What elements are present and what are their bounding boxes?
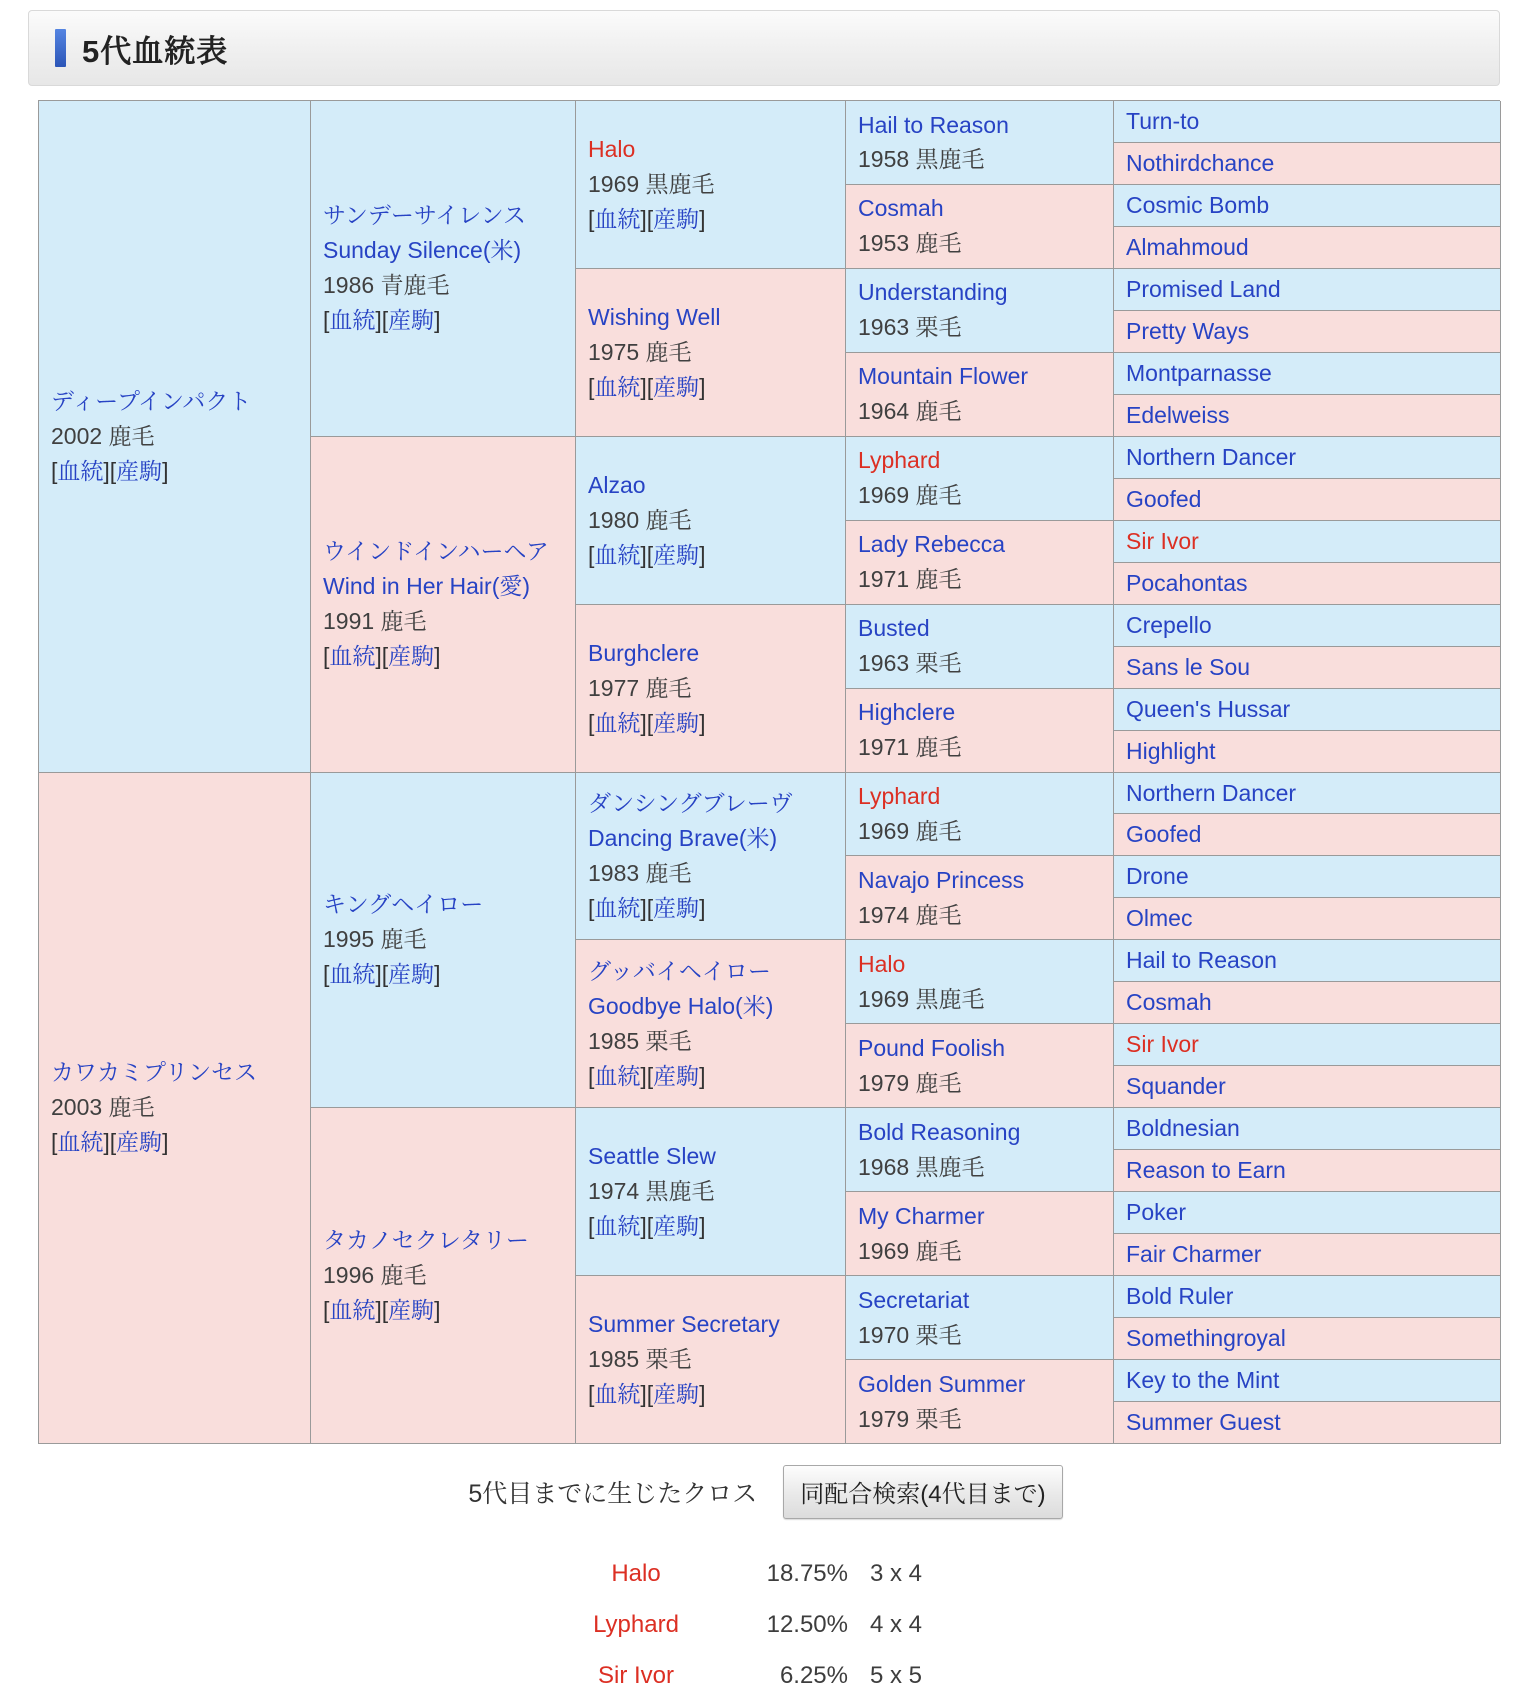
horse-year-coat: 1995 鹿毛 bbox=[323, 926, 427, 953]
horse-name-link[interactable]: Cosmic Bomb bbox=[1126, 191, 1270, 218]
pedigree-cell-gen5-12 bbox=[1114, 563, 1501, 605]
horse-name-link[interactable]: Lyphard bbox=[858, 447, 941, 474]
horse-name-link[interactable]: Northern Dancer bbox=[1126, 443, 1297, 470]
horse-name-link[interactable]: Highlight bbox=[1126, 737, 1216, 764]
pedigree-cell-gen5-8 bbox=[1114, 395, 1501, 437]
horse-name-link[interactable]: Cosmah bbox=[858, 195, 944, 222]
cross-horse-name: Sir Ivor bbox=[597, 1661, 674, 1689]
horse-year-coat: 1963 栗毛 bbox=[858, 314, 962, 341]
horse-year-coat: 1983 鹿毛 bbox=[588, 859, 692, 886]
horse-year-coat: 1971 鹿毛 bbox=[858, 566, 962, 593]
pedigree-cell-gen3-7 bbox=[576, 1108, 846, 1276]
pedigree-table bbox=[38, 100, 1500, 1444]
horse-year-coat: 2002 鹿毛 bbox=[51, 422, 155, 449]
horse-name-link[interactable]: Sir Ivor bbox=[1126, 1031, 1199, 1058]
horse-year-coat: 1975 鹿毛 bbox=[588, 338, 692, 365]
pedigree-cell-gen5-26 bbox=[1114, 1150, 1501, 1192]
horse-name-link[interactable]: Squander bbox=[1126, 1073, 1226, 1100]
horse-name-link[interactable]: Nothirdchance bbox=[1126, 149, 1275, 176]
horse-links: [血統][産駒] bbox=[588, 373, 706, 400]
cross-horse-name: Halo bbox=[611, 1559, 661, 1587]
horse-year-coat: 1964 鹿毛 bbox=[858, 398, 962, 425]
cross-percent: 18.75% bbox=[766, 1559, 848, 1587]
horse-name-link[interactable]: Pretty Ways bbox=[1126, 317, 1250, 344]
horse-name-link[interactable]: サンデーサイレンス bbox=[323, 202, 526, 229]
horse-name-link[interactable]: Poker bbox=[1126, 1199, 1187, 1226]
pedigree-cell-gen2-2 bbox=[311, 437, 576, 773]
horse-name-link[interactable]: Busted bbox=[858, 615, 930, 642]
horse-name-link[interactable]: Bold Reasoning bbox=[858, 1118, 1021, 1145]
offspring-link[interactable]: 産駒 bbox=[653, 894, 700, 921]
horse-name-link[interactable]: Olmec bbox=[1126, 905, 1193, 932]
pedigree-cell-gen4-8 bbox=[846, 689, 1114, 773]
pedigree-cell-gen5-16 bbox=[1114, 731, 1501, 773]
offspring-link[interactable]: 産駒 bbox=[116, 457, 163, 484]
horse-name-link[interactable]: Boldnesian bbox=[1126, 1115, 1240, 1142]
offspring-link[interactable]: 産駒 bbox=[388, 961, 435, 988]
pedigree-cell-gen4-4 bbox=[846, 353, 1114, 437]
pedigree-link[interactable]: 血統 bbox=[329, 643, 376, 670]
pedigree-link[interactable]: 血統 bbox=[594, 709, 641, 736]
pedigree-cell-gen5-29 bbox=[1114, 1276, 1501, 1318]
horse-name-link[interactable]: Summer Guest bbox=[1126, 1409, 1281, 1436]
pedigree-cell-gen5-11 bbox=[1114, 521, 1501, 563]
horse-name-link[interactable]: Sans le Sou bbox=[1126, 653, 1251, 680]
pedigree-cell-gen5-3 bbox=[1114, 185, 1501, 227]
offspring-link[interactable]: 産駒 bbox=[653, 1381, 700, 1408]
pedigree-cell-gen5-22 bbox=[1114, 982, 1501, 1024]
pedigree-cell-gen4-10 bbox=[846, 856, 1114, 940]
pedigree-link[interactable]: 血統 bbox=[594, 541, 641, 568]
horse-name-link[interactable]: Lady Rebecca bbox=[858, 531, 1006, 558]
cross-generations: 5 x 5 bbox=[870, 1661, 923, 1689]
horse-name-link[interactable]: Halo bbox=[588, 136, 636, 162]
pedigree-cell-gen5-19 bbox=[1114, 856, 1501, 898]
pedigree-cell-gen5-28 bbox=[1114, 1234, 1501, 1276]
horse-name-link[interactable]: Understanding bbox=[858, 279, 1008, 306]
horse-name-link[interactable]: Goofed bbox=[1126, 485, 1202, 512]
pedigree-cell-gen5-6 bbox=[1114, 311, 1501, 353]
horse-year-coat: 1974 鹿毛 bbox=[858, 901, 962, 928]
horse-name-link[interactable]: ディープインパクト bbox=[51, 387, 252, 414]
horse-links: [血統][産駒] bbox=[588, 205, 706, 232]
horse-name-link[interactable]: Secretariat bbox=[858, 1286, 970, 1313]
horse-name-link[interactable]: Drone bbox=[1126, 863, 1189, 890]
horse-name-link[interactable]: Sir Ivor bbox=[1126, 527, 1199, 554]
pedigree-cell-gen5-20 bbox=[1114, 898, 1501, 940]
horse-year-coat: 2003 鹿毛 bbox=[51, 1094, 155, 1121]
horse-name-link[interactable]: Montparnasse bbox=[1126, 359, 1272, 386]
pedigree-cell-gen4-1 bbox=[846, 101, 1114, 185]
pedigree-cell-gen4-15 bbox=[846, 1276, 1114, 1360]
horse-name-link[interactable]: Halo bbox=[858, 950, 906, 977]
horse-name-link[interactable]: Alzao bbox=[588, 471, 646, 498]
pedigree-link[interactable]: 血統 bbox=[594, 205, 641, 232]
offspring-link[interactable]: 産駒 bbox=[653, 541, 700, 568]
offspring-link[interactable]: 産駒 bbox=[653, 373, 700, 400]
offspring-link[interactable]: 産駒 bbox=[388, 1297, 435, 1324]
pedigree-cell-gen5-30 bbox=[1114, 1318, 1501, 1360]
horse-name-link[interactable]: タカノセクレタリー bbox=[323, 1227, 529, 1254]
section-accent-bar bbox=[55, 29, 66, 67]
pedigree-cell-gen4-6 bbox=[846, 521, 1114, 605]
horse-name-link[interactable]: Key to the Mint bbox=[1126, 1367, 1280, 1394]
horse-year-coat: 1969 鹿毛 bbox=[858, 482, 962, 509]
horse-name-link[interactable]: Lyphard bbox=[858, 783, 941, 810]
pedigree-link[interactable]: 血統 bbox=[594, 373, 641, 400]
pedigree-cell-gen2-4 bbox=[311, 1108, 576, 1444]
horse-name-link[interactable]: グッバイヘイロー bbox=[588, 957, 771, 984]
pedigree-link[interactable]: 血統 bbox=[594, 1062, 641, 1089]
horse-links: [血統][産駒] bbox=[323, 643, 441, 670]
horse-year-coat: 1969 黒鹿毛 bbox=[858, 985, 985, 1012]
pedigree-cell-gen3-8 bbox=[576, 1276, 846, 1444]
same-mating-search-button[interactable]: 同配合検索(4代目まで) bbox=[783, 1465, 1062, 1519]
horse-links: [血統][産駒] bbox=[588, 1213, 706, 1240]
pedigree-cell-gen5-10 bbox=[1114, 479, 1501, 521]
horse-name-en-link[interactable]: Wind in Her Hair(愛) bbox=[323, 573, 531, 600]
horse-links: [血統][産駒] bbox=[51, 1129, 169, 1156]
pedigree-link[interactable]: 血統 bbox=[594, 1381, 641, 1408]
pedigree-cell-gen4-9 bbox=[846, 773, 1114, 857]
pedigree-cell-gen4-3 bbox=[846, 269, 1114, 353]
cross-row-3 bbox=[561, 1650, 970, 1701]
pedigree-cell-gen5-14 bbox=[1114, 647, 1501, 689]
page-title: 5代血統表 bbox=[82, 33, 229, 69]
horse-name-link[interactable]: Turn-to bbox=[1126, 108, 1200, 134]
horse-links: [血統][産駒] bbox=[323, 1297, 441, 1324]
pedigree-cell-gen5-27 bbox=[1114, 1192, 1501, 1234]
offspring-link[interactable]: 産駒 bbox=[653, 205, 700, 232]
horse-links: [血統][産駒] bbox=[588, 894, 706, 921]
horse-year-coat: 1979 鹿毛 bbox=[858, 1069, 962, 1096]
horse-year-coat: 1985 栗毛 bbox=[588, 1027, 692, 1054]
cross-list bbox=[0, 1548, 1531, 1701]
horse-year-coat: 1996 鹿毛 bbox=[323, 1262, 427, 1289]
horse-name-link[interactable]: Crepello bbox=[1126, 611, 1212, 638]
pedigree-cell-gen5-9 bbox=[1114, 437, 1501, 479]
pedigree-link[interactable]: 血統 bbox=[594, 894, 641, 921]
pedigree-link[interactable]: 血統 bbox=[57, 1129, 104, 1156]
horse-name-link[interactable]: Northern Dancer bbox=[1126, 779, 1297, 806]
horse-name-link[interactable]: Edelweiss bbox=[1126, 401, 1230, 428]
pedigree-cell-gen4-12 bbox=[846, 1024, 1114, 1108]
pedigree-link[interactable]: 血統 bbox=[594, 1213, 641, 1240]
horse-name-link[interactable]: Hail to Reason bbox=[858, 111, 1009, 138]
horse-links: [血統][産駒] bbox=[588, 1381, 706, 1408]
horse-year-coat: 1991 鹿毛 bbox=[323, 608, 427, 635]
horse-name-en-link[interactable]: Sunday Silence(米) bbox=[323, 237, 522, 264]
horse-name-link[interactable]: Cosmah bbox=[1126, 989, 1212, 1016]
horse-name-link[interactable]: Almahmoud bbox=[1126, 233, 1249, 260]
pedigree-cell-gen4-5 bbox=[846, 437, 1114, 521]
pedigree-cell-gen4-2 bbox=[846, 185, 1114, 269]
pedigree-cell-gen5-32 bbox=[1114, 1402, 1501, 1444]
horse-name-link[interactable]: Wishing Well bbox=[588, 303, 721, 330]
horse-name-link[interactable]: カワカミプリンセス bbox=[51, 1059, 258, 1086]
horse-links: [血統][産駒] bbox=[51, 457, 169, 484]
cross-percent: 12.50% bbox=[766, 1610, 848, 1638]
horse-year-coat: 1969 鹿毛 bbox=[858, 817, 962, 844]
pedigree-cell-gen5-1 bbox=[1114, 101, 1501, 143]
horse-year-coat: 1979 栗毛 bbox=[858, 1405, 962, 1432]
horse-year-coat: 1969 鹿毛 bbox=[858, 1237, 962, 1264]
pedigree-cell-gen3-2 bbox=[576, 269, 846, 437]
pedigree-cell-gen3-5 bbox=[576, 773, 846, 941]
cross-percent: 6.25% bbox=[779, 1661, 848, 1689]
pedigree-link[interactable]: 血統 bbox=[329, 1297, 376, 1324]
horse-links: [血統][産駒] bbox=[588, 1062, 706, 1089]
horse-name-link[interactable]: My Charmer bbox=[858, 1202, 985, 1229]
horse-year-coat: 1963 栗毛 bbox=[858, 650, 962, 677]
horse-year-coat: 1985 栗毛 bbox=[588, 1346, 692, 1373]
pedigree-cell-gen5-25 bbox=[1114, 1108, 1501, 1150]
horse-year-coat: 1986 青鹿毛 bbox=[323, 272, 450, 299]
pedigree-cell-gen3-6 bbox=[576, 940, 846, 1108]
pedigree-cell-gen2-1 bbox=[311, 101, 576, 437]
offspring-link[interactable]: 産駒 bbox=[653, 1213, 700, 1240]
offspring-link[interactable]: 産駒 bbox=[653, 1062, 700, 1089]
pedigree-cell-gen5-23 bbox=[1114, 1024, 1501, 1066]
horse-name-link[interactable]: ダンシングブレーヴ bbox=[588, 790, 793, 817]
pedigree-cell-gen5-17 bbox=[1114, 773, 1501, 815]
horse-year-coat: 1970 栗毛 bbox=[858, 1321, 962, 1348]
pedigree-cell-gen3-4 bbox=[576, 605, 846, 773]
horse-year-coat: 1968 黒鹿毛 bbox=[858, 1153, 985, 1180]
pedigree-cell-gen5-21 bbox=[1114, 940, 1501, 982]
section-header bbox=[28, 10, 1500, 86]
cross-row-2 bbox=[561, 1599, 970, 1650]
cross-caption: 5代目までに生じたクロス bbox=[468, 1480, 758, 1508]
offspring-link[interactable]: 産駒 bbox=[388, 643, 435, 670]
horse-name-link[interactable]: Navajo Princess bbox=[858, 866, 1025, 893]
horse-links: [血統][産駒] bbox=[323, 961, 441, 988]
cross-generations: 4 x 4 bbox=[870, 1610, 923, 1638]
cross-caption-row bbox=[0, 1462, 1531, 1522]
horse-name-link[interactable]: Seattle Slew bbox=[588, 1143, 716, 1170]
horse-name-link[interactable]: Pocahontas bbox=[1126, 569, 1248, 596]
horse-name-link[interactable]: Queen's Hussar bbox=[1126, 695, 1291, 722]
pedigree-cell-gen5-24 bbox=[1114, 1066, 1501, 1108]
horse-year-coat: 1980 鹿毛 bbox=[588, 506, 692, 533]
horse-name-en-link[interactable]: Goodbye Halo(米) bbox=[588, 992, 774, 1019]
pedigree-cell-gen5-2 bbox=[1114, 143, 1501, 185]
horse-name-link[interactable]: Pound Foolish bbox=[858, 1034, 1006, 1061]
horse-name-link[interactable]: ウインドインハーヘア bbox=[323, 538, 549, 565]
pedigree-cell-gen3-3 bbox=[576, 437, 846, 605]
horse-links: [血統][産駒] bbox=[588, 541, 706, 568]
pedigree-cell-gen5-13 bbox=[1114, 605, 1501, 647]
horse-year-coat: 1974 黒鹿毛 bbox=[588, 1178, 715, 1205]
cross-horse-name: Lyphard bbox=[593, 1610, 679, 1638]
horse-year-coat: 1969 黒鹿毛 bbox=[588, 170, 715, 197]
pedigree-link[interactable]: 血統 bbox=[329, 961, 376, 988]
horse-name-link[interactable]: Golden Summer bbox=[858, 1370, 1026, 1397]
pedigree-cell-gen5-5 bbox=[1114, 269, 1501, 311]
horse-name-link[interactable]: Mountain Flower bbox=[858, 363, 1029, 390]
pedigree-cell-gen1-1 bbox=[39, 101, 311, 773]
horse-name-link[interactable]: Bold Ruler bbox=[1126, 1283, 1234, 1310]
horse-name-link[interactable]: Reason to Earn bbox=[1126, 1157, 1286, 1184]
horse-name-link[interactable]: Highclere bbox=[858, 699, 956, 726]
pedigree-cell-gen3-1 bbox=[576, 101, 846, 269]
horse-name-link[interactable]: Goofed bbox=[1126, 821, 1202, 848]
cross-row-1 bbox=[561, 1548, 970, 1599]
pedigree-cell-gen4-7 bbox=[846, 605, 1114, 689]
horse-year-coat: 1958 黒鹿毛 bbox=[858, 146, 985, 173]
horse-year-coat: 1977 鹿毛 bbox=[588, 674, 692, 701]
offspring-link[interactable]: 産駒 bbox=[388, 307, 435, 334]
horse-name-link[interactable]: Promised Land bbox=[1126, 275, 1281, 302]
horse-name-link[interactable]: Summer Secretary bbox=[588, 1311, 780, 1338]
pedigree-cell-gen4-14 bbox=[846, 1192, 1114, 1276]
horse-name-en-link[interactable]: Dancing Brave(米) bbox=[588, 824, 778, 851]
horse-links: [血統][産駒] bbox=[588, 709, 706, 736]
pedigree-cell-gen1-2 bbox=[39, 773, 311, 1445]
pedigree-cell-gen4-11 bbox=[846, 940, 1114, 1024]
offspring-link[interactable]: 産駒 bbox=[116, 1129, 163, 1156]
horse-year-coat: 1953 鹿毛 bbox=[858, 230, 962, 257]
pedigree-cell-gen5-18 bbox=[1114, 814, 1501, 856]
pedigree-cell-gen5-31 bbox=[1114, 1360, 1501, 1402]
cross-generations: 3 x 4 bbox=[870, 1559, 923, 1587]
horse-name-link[interactable]: Burghclere bbox=[588, 639, 700, 666]
horse-year-coat: 1971 鹿毛 bbox=[858, 734, 962, 761]
horse-name-link[interactable]: Fair Charmer bbox=[1126, 1241, 1262, 1268]
horse-links: [血統][産駒] bbox=[323, 307, 441, 334]
pedigree-cell-gen5-7 bbox=[1114, 353, 1501, 395]
pedigree-cell-gen4-13 bbox=[846, 1108, 1114, 1192]
pedigree-cell-gen2-3 bbox=[311, 773, 576, 1109]
horse-name-link[interactable]: キングヘイロー bbox=[323, 891, 484, 918]
pedigree-cell-gen4-16 bbox=[846, 1360, 1114, 1444]
pedigree-cell-gen5-15 bbox=[1114, 689, 1501, 731]
offspring-link[interactable]: 産駒 bbox=[653, 709, 700, 736]
pedigree-cell-gen5-4 bbox=[1114, 227, 1501, 269]
pedigree-link[interactable]: 血統 bbox=[57, 457, 104, 484]
horse-name-link[interactable]: Somethingroyal bbox=[1126, 1325, 1286, 1352]
pedigree-link[interactable]: 血統 bbox=[329, 307, 376, 334]
horse-name-link[interactable]: Hail to Reason bbox=[1126, 947, 1277, 974]
